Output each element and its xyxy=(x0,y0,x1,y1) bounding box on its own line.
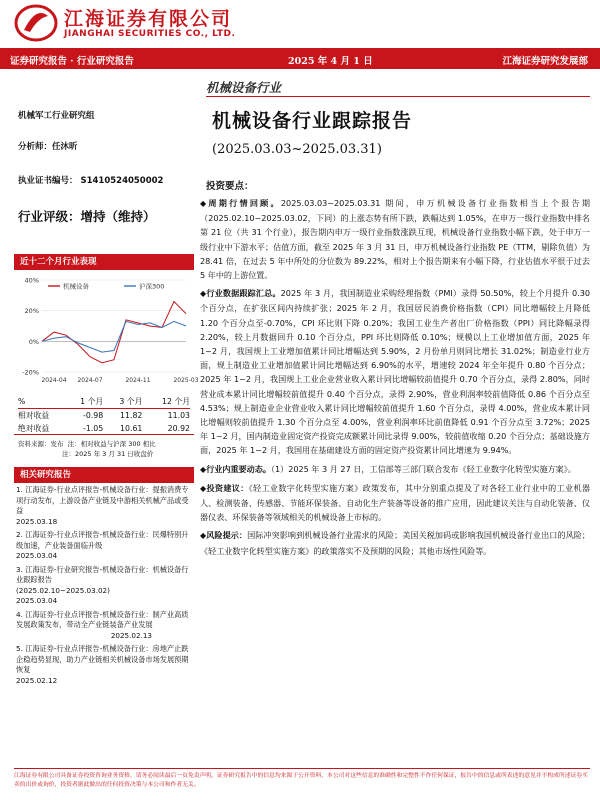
table-header: 1 个月 xyxy=(80,397,104,406)
related-date: 2025.02.12 xyxy=(16,675,58,685)
cell: 11.03 xyxy=(167,411,190,420)
list-item[interactable] xyxy=(16,530,192,562)
paragraph-text: 2025 年 3 月，我国制造业采购经理指数（PMI）录得 50.50%，较上个月提升 0.30 个百分点，在扩张区间内持续扩张；2025 年 2 月，我国居民消费价格指数（CPI）同比增幅较上月降低 1.20 个百分点至-0.70%，CPI 环比则下降 0.20%；我国工业生产者出厂价格指数（PPI）同比降幅录得 2.20%，较上月数据回升 0.10 个百分点，PPI 环比则降低 0.10%；规模以上工业增加值方面，2025 年 1~2 月，我国规上工业增加值累计同比增幅达到 5.90%，2 月份单月则同比增长 31.02%；制造业行业方面，规上制造业工业增加值累计同比增幅达到 6.90%的水平，增速较 2024 年全年提升 0.80 个百分点；2025 年 1~2 月，我国规上工业企业营业收入累计同比增幅较前值提升 0.70 个百分点，录得 2.80%，同时营业成本累计同比增幅较前值提升 0.40 个百分点，录得 2.90%，营业利润率较前值降低 0.86 个百分点至 4.53%；规上制造业企业营业收入累计同比增幅较前值提升 1.60 个百分点，录得 4.00%，营业成本累计同比增幅则较前值提升 1.30 个百分点至 4.00%，营业利润率环比前值降低 0.91 个百分点至 3.72%；2025 年 1~2 月，国内制造业固定资产投资完成额累计同比录得 9.00%，较前值收缩 0.20 个百分点；基础设施方面，2025 年 1~2 月，我国用在基础建设方面的固定资产投资累计同比增速为 9.94%。 xyxy=(200,288,590,456)
related-date: (2025.02.10~2025.03.02) xyxy=(16,585,110,595)
header-left: 证券研究报告 · 行业研究报告 xyxy=(10,56,134,67)
certificate-number: 执业证书编号： S1410524050002 xyxy=(18,176,164,186)
bullet-icon: ◆ xyxy=(200,483,207,493)
industry-label: 机械设备行业 xyxy=(206,80,282,95)
relative-note: 注：相对收益与沪深 300 相比 xyxy=(67,440,156,448)
report-period: (2025.03.03~2025.03.31) xyxy=(212,142,382,157)
related-date: 2025.03.18 xyxy=(16,516,58,526)
cell: -0.98 xyxy=(83,411,104,420)
list-item[interactable] xyxy=(16,485,192,527)
y-tick-label: 0% xyxy=(28,337,39,346)
cell: 11.82 xyxy=(120,411,143,420)
related-title: 2. 江海证券-行业点评报告-机械设备行业：民爆特别升级加速，产业装备面临升级 xyxy=(16,530,189,550)
paragraph-text: （1）2025 年 3 月 27 日，工信部等三部门联合发布《轻工业数字化转型实施方案》。 xyxy=(270,463,576,474)
paragraph-data xyxy=(200,286,590,457)
price-note: 注：2025 年 3 月 31 日收盘价 xyxy=(62,450,154,458)
paragraph-risk xyxy=(200,528,590,557)
x-tick-label: 2024-07 xyxy=(77,377,103,384)
source-note: 资料来源：发布 xyxy=(18,440,64,448)
related-list xyxy=(16,485,192,686)
related-title: 1. 江海证券-行业点评报告-机械设备行业：提振消费专项行动发布，上游设备产业链及中游相关机械产品或受益 xyxy=(16,485,189,515)
company-logo xyxy=(14,4,58,42)
header-date: 2025 年 4 月 1 日 xyxy=(288,56,373,67)
company-name-en: JIANGHAI SECURITIES CO., LTD. xyxy=(64,29,236,39)
paragraph-advice xyxy=(200,481,590,525)
paragraph-head: 行业数据跟踪汇总。 xyxy=(206,288,281,299)
paragraph-text: 国际冲突影响到机械设备行业需求的风险；美国关税加码或影响我国机械设备行业出口的风险；《轻工业数字化转型实施方案》的政策落实不及预期的风险；其他市场性风险等。 xyxy=(200,530,590,556)
paragraph-review xyxy=(200,196,590,282)
table-header: 12 个月 xyxy=(162,397,190,406)
x-tick-label: 2024-04 xyxy=(41,377,67,384)
paragraph-news xyxy=(200,462,590,477)
x-tick-label: 2025-03 xyxy=(173,377,199,384)
table-header: % xyxy=(18,397,26,406)
table-row xyxy=(18,409,190,423)
analyst-name: 分析师：任沐昕 xyxy=(18,142,78,152)
company-name: 江海证券有限公司 xyxy=(64,8,233,30)
related-date: 2025.03.04 xyxy=(16,596,58,605)
chart-section-header: 近十二个月行业表现 xyxy=(14,254,194,270)
cell: 20.92 xyxy=(167,424,190,433)
y-tick-label: 20% xyxy=(24,307,39,316)
y-tick-label: -20% xyxy=(22,368,39,377)
footer-disclaimer: 江海证券有限公司具备证券投资咨询业务资格，请务必阅读最后一页免责声明。证券研究报告中的信息均来源于公开资料，本公司对这些信息的准确性和完整性不作任何保证，报告中的信息或所表述的意见并不构成所述证券买卖的出价或询价，投资者据此做出的任何投资决策与本公司和作者无关。 xyxy=(14,773,588,788)
related-title: 5. 江海证券-行业点评报告-机械设备行业：房地产止跌企稳趋势显现，助力产业链相关机械设备市场发展预期恢复 xyxy=(16,644,189,674)
table-bottom-line xyxy=(14,434,194,435)
row-label: 绝对收益 xyxy=(18,424,50,433)
list-item[interactable] xyxy=(16,610,192,642)
legend-label: 机械设备 xyxy=(63,282,89,291)
header-right: 江海证券研究发展部 xyxy=(502,56,588,67)
related-title: 3. 江海证券-行业研究报告-机械设备行业：机械设备行业跟踪报告 xyxy=(16,564,189,584)
paragraph-text: 《轻工业数字化转型实施方案》政策发布，其中分别重点提及了对各轻工业行业中的工业机器人、检测装备、传感器、节能环保装备、自动化生产装备等设备的推广应用，因此建议关注与自动化装备、仪器仪表、环保装备等领域相关的机械设备上市标的。 xyxy=(200,482,590,523)
report-title: 机械设备行业跟踪报告 xyxy=(212,110,413,132)
paragraph-head: 风险提示： xyxy=(206,530,248,541)
industry-rating: 行业评级：增持（维持） xyxy=(18,209,156,224)
bullet-icon: ◆ xyxy=(200,464,207,474)
title-divider xyxy=(206,96,590,97)
footer-divider xyxy=(14,768,590,769)
table-header: 3 个月 xyxy=(119,397,143,406)
highlights-title: 投资要点： xyxy=(206,181,254,192)
bullet-icon: ◆ xyxy=(200,531,207,541)
x-tick-label: 2024-11 xyxy=(125,377,151,384)
paragraph-text: 2025.03.03~2025.03.31 期间，申万机械设备行业指数相当上个报告期（2025.02.10~2025.03.02，下同）的上涨态势有所下跌，跌幅达到 1.05%，在申万一级行业指数中排名第 21 位（共 31 个行业），报告期内申万一级行业指数涨跌互现，机械设备行业指数小幅下跌，处于申万一级行业中下游水平；估值方面，截至 2025 年 3 月 31 日，申万机械设备行业指数 PE（TTM，剔除负值）为 28.41 倍，在过去 5 年中所处的分位数为 89.22%，相对上个报告期来有小幅下降，行业估值水平很于过去 5 年中的上游位置。 xyxy=(200,198,590,281)
industry-performance-chart xyxy=(14,272,199,390)
related-section-header: 相关研究报告 xyxy=(14,467,194,483)
header-bar xyxy=(0,48,600,69)
paragraph-head: 周期行情回顾。 xyxy=(208,198,281,208)
performance-table xyxy=(18,395,190,435)
paragraph-head: 投资建议： xyxy=(206,482,249,493)
legend-label: 沪深300 xyxy=(139,282,165,291)
related-date: 2025.02.13 xyxy=(110,630,152,640)
related-title: 4. 江海证券-行业点评报告-机械设备行业：制产业高质发展政策发布，带动全产业链装备产业发展 xyxy=(16,609,189,629)
bullet-icon: ◆ xyxy=(200,199,209,208)
cell: -1.05 xyxy=(83,424,104,433)
related-date: 2025.03.04 xyxy=(16,551,58,560)
paragraph-head: 行业内重要动态。 xyxy=(206,463,271,474)
series-line-2 xyxy=(42,321,186,352)
y-tick-label: 40% xyxy=(24,276,39,285)
body-column xyxy=(200,196,590,558)
research-team: 机械军工行业研究组 xyxy=(18,111,95,121)
list-item[interactable] xyxy=(16,565,192,607)
table-notes xyxy=(18,439,156,448)
list-item[interactable] xyxy=(16,644,192,686)
row-label: 相对收益 xyxy=(18,411,50,420)
cell: 10.61 xyxy=(120,424,143,433)
bullet-icon: ◆ xyxy=(200,289,207,299)
